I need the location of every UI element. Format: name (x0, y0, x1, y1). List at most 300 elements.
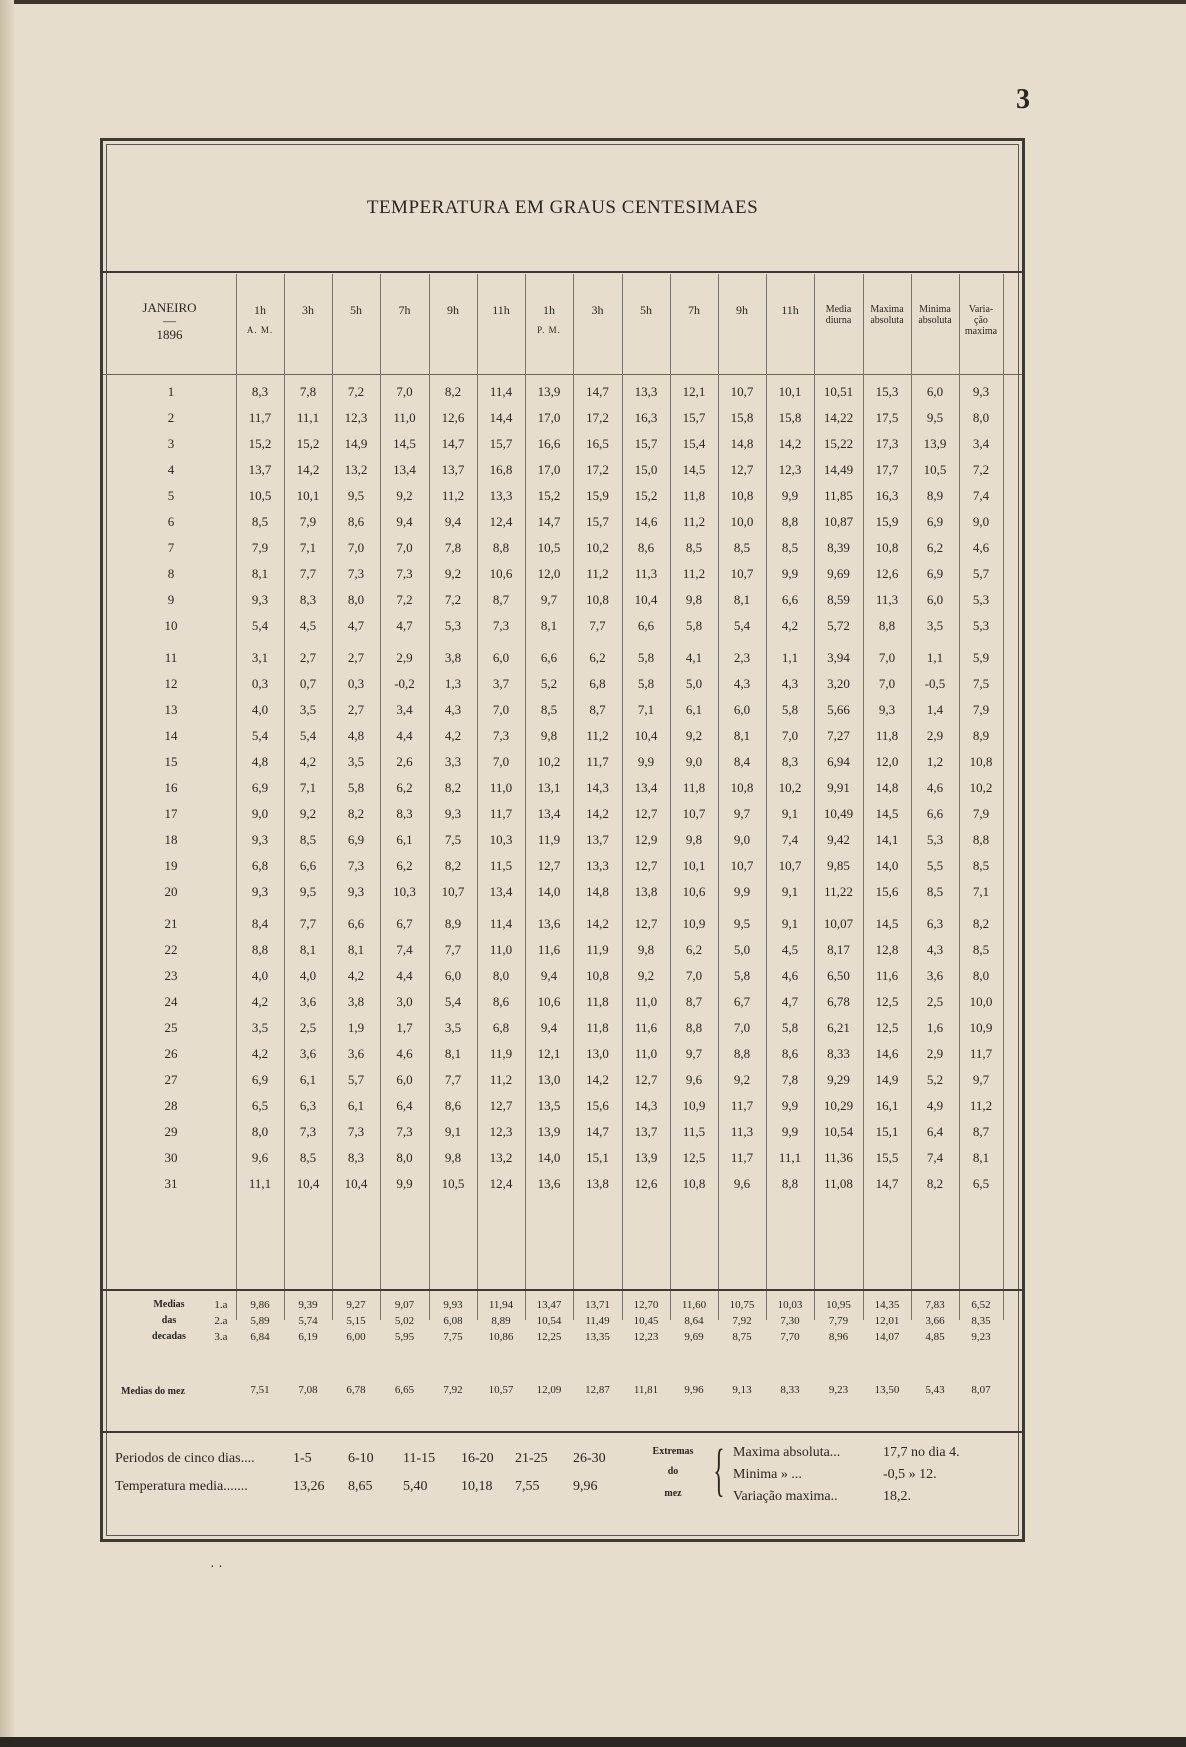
table-cell: 9,8 (685, 832, 703, 847)
table-cell: 13,6 (537, 1176, 561, 1191)
table-cell: 13,7 (586, 832, 609, 847)
table-cell: 1,2 (926, 754, 944, 769)
medias-mez-cell: 10,57 (488, 1384, 514, 1396)
table-cell: 8,0 (396, 1150, 413, 1165)
temperatura-media-value: 9,96 (573, 1479, 598, 1494)
das-word: das (161, 1315, 177, 1326)
table-cell: 10,7 (730, 566, 754, 581)
medias-mez-cell: 11,81 (633, 1384, 659, 1396)
table-cell: 12,6 (441, 410, 465, 425)
table-cell: 13,7 (634, 1124, 658, 1139)
table-cell: 6,7 (396, 916, 413, 931)
table-cell: 7,0 (396, 384, 413, 399)
table-cell: 14,8 (875, 780, 899, 795)
table-cell: 8,7 (685, 994, 703, 1009)
table-cell: 5,8 (685, 618, 703, 633)
minima-absoluta-header (911, 304, 959, 326)
table-cell: 9,6 (685, 1072, 703, 1087)
table-cell: 11,7 (969, 1046, 993, 1061)
table-row (103, 592, 1022, 618)
hour-label: 5h (350, 303, 362, 317)
decada-cell: 12,23 (633, 1331, 659, 1343)
table-cell: 8,39 (827, 540, 850, 555)
table-cell: 3,5 (444, 1020, 462, 1035)
table-cell: 8,8 (781, 1176, 799, 1191)
decada-cell: 9,39 (298, 1299, 318, 1311)
decada-row (103, 1315, 1022, 1330)
table-cell: 4,6 (972, 540, 990, 555)
medias-mez-cell: 7,51 (250, 1384, 270, 1396)
table-cell: 8,8 (781, 514, 799, 529)
hour-label: 7h (688, 303, 700, 317)
table-cell: 11,7 (730, 1150, 754, 1165)
table-row (103, 884, 1022, 910)
table-cell: 10,6 (537, 994, 561, 1009)
table-cell: 1,4 (926, 702, 944, 717)
table-cell: 9,7 (540, 592, 558, 607)
table-cell: 11,1 (248, 1176, 272, 1191)
table-cell: 8,5 (926, 884, 944, 899)
table-cell: 8,8 (733, 1046, 751, 1061)
table-cell: 7,3 (299, 1124, 317, 1139)
table-cell: 8,2 (444, 384, 462, 399)
extremas-label (643, 1443, 703, 1505)
table-cell: 15,6 (875, 884, 899, 899)
decada-cell: 9,23 (971, 1331, 991, 1343)
header-divider (103, 374, 1022, 375)
day-number: 13 (164, 702, 178, 717)
decada-cell: 5,89 (250, 1315, 270, 1327)
table-cell: 16,6 (537, 436, 561, 451)
decadas-word: decadas (152, 1331, 186, 1342)
decada-cell: 6,08 (443, 1315, 463, 1327)
table-cell: 8,5 (251, 514, 269, 529)
table-cell: 9,5 (299, 884, 317, 899)
table-cell: 11,2 (489, 1072, 513, 1087)
table-cell: 11,8 (586, 1020, 609, 1035)
table-cell: 10,8 (730, 780, 754, 795)
table-cell: 15,2 (248, 436, 272, 451)
temperatura-media-value: 7,55 (515, 1479, 540, 1494)
table-cell: 5,4 (444, 994, 462, 1009)
table-cell: 9,1 (781, 884, 799, 899)
table-cell: 11,2 (586, 566, 609, 581)
decada-cell: 9,07 (394, 1299, 415, 1311)
table-cell: 6,0 (492, 650, 510, 665)
hour-header (622, 304, 670, 318)
table-cell: 6,0 (396, 1072, 413, 1087)
table-cell: 5,8 (733, 968, 751, 983)
year: 1896 (156, 327, 183, 342)
day-number: 9 (167, 592, 175, 607)
decada-cell: 4,85 (925, 1331, 945, 1343)
table-cell: 2,7 (347, 702, 365, 717)
table-cell: 10,54 (823, 1124, 854, 1139)
decada-cell: 11,94 (488, 1299, 514, 1311)
hour-header (332, 304, 380, 318)
table-cell: 10,8 (586, 592, 609, 607)
table-cell: 13,2 (344, 462, 368, 477)
day-number: 3 (167, 436, 175, 451)
table-cell: 11,8 (682, 488, 706, 503)
decada-cell: 8,64 (684, 1315, 704, 1327)
table-cell: 15,7 (489, 436, 513, 451)
table-cell: 10,5 (923, 462, 947, 477)
medias-mez-cell: 9,13 (732, 1384, 752, 1396)
table-cell: 7,2 (347, 384, 365, 399)
table-cell: 4,3 (781, 676, 799, 691)
month-dash: — (163, 313, 176, 328)
table-cell: 15,7 (682, 410, 706, 425)
table-cell: 6,3 (926, 916, 944, 931)
table-cell: 3,7 (492, 676, 510, 691)
table-cell: 5,8 (347, 780, 365, 795)
decada-cell: 7,75 (443, 1331, 463, 1343)
table-cell: 12,8 (875, 942, 899, 957)
page-number: 3 (1016, 84, 1030, 115)
maxima-value: 17,7 no dia 4. (883, 1445, 960, 1460)
table-cell: 8,5 (781, 540, 799, 555)
decada-cell: 13,47 (536, 1299, 562, 1311)
table-cell: 5,3 (972, 592, 990, 607)
table-cell: 15,4 (682, 436, 706, 451)
table-cell: 8,1 (972, 1150, 990, 1165)
hour-header (284, 304, 332, 318)
table-cell: 10,4 (344, 1176, 368, 1191)
minima-value: -0,5 » 12. (883, 1467, 937, 1482)
table-cell: 11,5 (489, 858, 513, 873)
table-cell: 6,7 (733, 994, 751, 1009)
table-cell: 8,2 (972, 916, 990, 931)
day-number: 28 (164, 1098, 178, 1113)
table-cell: 11,08 (824, 1176, 853, 1191)
table-cell: 8,1 (299, 942, 317, 957)
table-cell: 9,2 (299, 806, 317, 821)
table-cell: 10,8 (875, 540, 899, 555)
table-row (103, 410, 1022, 436)
table-cell: 12,4 (489, 514, 513, 529)
table-cell: 8,0 (972, 410, 990, 425)
table-cell: 12,7 (634, 1072, 658, 1087)
table-cell: 16,3 (634, 410, 658, 425)
table-cell: 11,7 (730, 1098, 754, 1113)
table-cell: 7,27 (827, 728, 850, 743)
table-cell: 10,5 (248, 488, 272, 503)
table-cell: 12,7 (730, 462, 754, 477)
maxima-absoluta-header-line: absoluta (870, 315, 904, 326)
table-cell: 14,8 (730, 436, 754, 451)
table-cell: 5,8 (781, 1020, 799, 1035)
maxima-label: Maxima absoluta... (733, 1445, 841, 1460)
table-cell: 7,7 (444, 942, 462, 957)
table-cell: 14,0 (537, 884, 561, 899)
variacao-value: 18,2. (883, 1489, 911, 1504)
medias-mez-cell: 9,96 (684, 1384, 704, 1396)
table-cell: 8,8 (492, 540, 510, 555)
table-cell: 11,3 (730, 1124, 754, 1139)
table-cell: 13,0 (537, 1072, 561, 1087)
table-cell: 4,1 (685, 650, 703, 665)
table-cell: 4,6 (396, 1046, 413, 1061)
table-cell: 3,8 (444, 650, 462, 665)
table-cell: 10,9 (682, 916, 706, 931)
table-cell: 2,6 (396, 754, 413, 769)
table-cell: 14,5 (682, 462, 706, 477)
table-cell: 14,22 (823, 410, 854, 425)
table-cell: 12,4 (489, 1176, 513, 1191)
table-cell: 7,0 (733, 1020, 751, 1035)
table-cell: 6,0 (444, 968, 462, 983)
table-cell: 7,4 (972, 488, 990, 503)
medias-mez-cell: 9,23 (828, 1384, 849, 1396)
day-number: 23 (164, 968, 178, 983)
table-cell: 9,5 (347, 488, 365, 503)
table-cell: 7,2 (396, 592, 413, 607)
table-cell: 7,1 (299, 780, 317, 795)
table-cell: 8,7 (589, 702, 606, 717)
table-cell: 2,7 (299, 650, 317, 665)
table-cell: 6,2 (926, 540, 944, 555)
table-row (103, 728, 1022, 754)
table-cell: 13,3 (634, 384, 658, 399)
table-cell: 12,7 (634, 916, 658, 931)
table-cell: 9,2 (685, 728, 703, 743)
table-cell: 8,2 (444, 780, 462, 795)
table-row (103, 994, 1022, 1020)
month-header (103, 298, 236, 344)
table-cell: 6,9 (926, 566, 944, 581)
table-cell: 11,0 (393, 410, 416, 425)
table-cell: 9,2 (637, 968, 655, 983)
day-number: 18 (164, 832, 178, 847)
table-cell: 8,33 (827, 1046, 850, 1061)
medias-mez-cell: 8,33 (780, 1384, 800, 1396)
table-cell: 10,6 (489, 566, 513, 581)
table-cell: 6,2 (396, 858, 413, 873)
mez-word: mez (664, 1488, 682, 1499)
decada-cell: 13,71 (585, 1299, 610, 1311)
table-cell: 10,7 (441, 884, 465, 899)
table-cell: 3,5 (347, 754, 365, 769)
periodo-range: 6-10 (348, 1451, 374, 1466)
table-cell: 8,3 (396, 806, 413, 821)
table-cell: 10,51 (823, 384, 854, 399)
decada-ordinal: 2.a (214, 1315, 228, 1327)
table-cell: 10,29 (823, 1098, 854, 1113)
table-cell: 6,78 (827, 994, 850, 1009)
table-cell: 3,4 (972, 436, 990, 451)
table-cell: 8,2 (926, 1176, 944, 1191)
day-number: 17 (164, 806, 178, 821)
decada-cell: 5,02 (394, 1315, 415, 1327)
day-number: 30 (164, 1150, 178, 1165)
table-cell: 10,9 (682, 1098, 706, 1113)
table-cell: 15,3 (875, 384, 899, 399)
table-cell: 9,4 (444, 514, 462, 529)
table-cell: 7,0 (878, 676, 896, 691)
table-cell: 7,3 (396, 566, 413, 581)
table-cell: 17,0 (537, 462, 561, 477)
table-cell: 12,5 (875, 994, 899, 1009)
table-cell: 3,6 (299, 994, 317, 1009)
table-cell: 12,3 (344, 410, 368, 425)
table-cell: 12,9 (634, 832, 658, 847)
table-cell: 7,7 (299, 916, 317, 931)
table-cell: 8,2 (347, 806, 365, 821)
decada-row (103, 1299, 1022, 1314)
table-cell: 11,2 (682, 514, 706, 529)
table-cell: 4,7 (347, 618, 365, 633)
table-row (103, 916, 1022, 942)
table-cell: 10,7 (682, 806, 706, 821)
table-cell: 14,7 (586, 1124, 609, 1139)
table-cell: 10,2 (586, 540, 609, 555)
table-cell: 6,4 (926, 1124, 944, 1139)
table-cell: 8,9 (444, 916, 462, 931)
table-cell: 3,6 (926, 968, 944, 983)
table-cell: 10,87 (823, 514, 854, 529)
table-cell: 5,8 (637, 650, 655, 665)
table-cell: 10,0 (969, 994, 993, 1009)
table-cell: 14,1 (875, 832, 899, 847)
hour-label: 11h (781, 303, 799, 317)
table-cell: 7,4 (396, 942, 413, 957)
table-cell: 9,9 (781, 1098, 799, 1113)
table-cell: 4,2 (251, 1046, 269, 1061)
table-cell: 8,17 (827, 942, 850, 957)
table-cell: 4,3 (926, 942, 944, 957)
table-cell: 11,7 (586, 754, 609, 769)
table-cell: 1,1 (926, 650, 944, 665)
table-cell: 5,2 (926, 1072, 944, 1087)
table-cell: 10,6 (682, 884, 706, 899)
table-cell: 9,1 (444, 1124, 462, 1139)
table-cell: 5,9 (972, 650, 990, 665)
table-cell: 7,2 (444, 592, 462, 607)
table-cell: 4,6 (781, 968, 799, 983)
table-cell: 8,7 (492, 592, 510, 607)
table-cell: 4,2 (347, 968, 365, 983)
table-cell: 6,1 (299, 1072, 317, 1087)
table-cell: 9,3 (251, 884, 269, 899)
hour-label: 3h (302, 303, 314, 317)
decada-cell: 14,35 (874, 1299, 900, 1311)
table-cell: 0,3 (347, 676, 365, 691)
table-cell: 11,6 (634, 1020, 658, 1035)
table-cell: 9,5 (926, 410, 944, 425)
table-row (103, 650, 1022, 676)
table-cell: 9,91 (827, 780, 850, 795)
hour-label: 3h (591, 303, 604, 317)
table-cell: 16,5 (586, 436, 609, 451)
table-cell: 14,9 (875, 1072, 899, 1087)
table-cell: 14,4 (489, 410, 513, 425)
table-cell: 11,2 (441, 488, 465, 503)
table-cell: 5,3 (926, 832, 944, 847)
table-cell: 15,6 (586, 1098, 609, 1113)
hour-header (573, 304, 622, 318)
table-cell: 4,3 (444, 702, 462, 717)
table-cell: 4,5 (299, 618, 317, 633)
footer-summary (103, 1433, 1022, 1541)
table-cell: 6,2 (589, 650, 606, 665)
table-cell: 14,5 (393, 436, 416, 451)
table-cell: 0,3 (251, 676, 269, 691)
table-cell: 6,8 (589, 676, 606, 691)
table-cell: 10,5 (537, 540, 561, 555)
table-cell: 3,20 (827, 676, 850, 691)
decada-ordinal: 1.a (214, 1299, 228, 1311)
temperatura-media-value: 10,18 (461, 1479, 493, 1494)
table-cell: 13,4 (393, 462, 416, 477)
table-cell: 14,8 (586, 884, 609, 899)
table-cell: 4,5 (781, 942, 799, 957)
table-cell: 4,6 (926, 780, 944, 795)
table-cell: 6,0 (926, 384, 944, 399)
table-cell: 6,1 (347, 1098, 365, 1113)
table-cell: 8,1 (540, 618, 558, 633)
day-number: 16 (164, 780, 178, 795)
hour-header (380, 304, 429, 318)
table-cell: 10,07 (823, 916, 854, 931)
table-row (103, 488, 1022, 514)
variacao-maxima-header-line: maxima (964, 326, 998, 337)
decada-cell: 11,60 (681, 1299, 707, 1311)
table-cell: 3,0 (396, 994, 413, 1009)
table-cell: 12,5 (682, 1150, 706, 1165)
table-cell: 17,3 (875, 436, 899, 451)
table-cell: 3,5 (926, 618, 944, 633)
decada-cell: 13,35 (585, 1331, 610, 1343)
table-cell: 7,3 (347, 566, 365, 581)
table-cell: 8,1 (733, 592, 751, 607)
table-cell: 4,0 (251, 702, 269, 717)
table-row (103, 1046, 1022, 1072)
table-cell: 9,6 (251, 1150, 269, 1165)
table-cell: 8,1 (444, 1046, 462, 1061)
variacao-maxima-header (959, 304, 1003, 337)
day-number: 12 (164, 676, 178, 691)
table-cell: 12,7 (537, 858, 561, 873)
table-row (103, 942, 1022, 968)
medias-divider (103, 1289, 1022, 1291)
decada-cell: 10,54 (536, 1315, 562, 1327)
table-cell: 10,8 (969, 754, 993, 769)
day-number: 1 (167, 384, 175, 399)
table-cell: 10,8 (682, 1176, 706, 1191)
hour-label: 1h (543, 303, 555, 317)
table-cell: 12,3 (489, 1124, 513, 1139)
table-cell: 13,3 (586, 858, 609, 873)
table-cell: 8,1 (347, 942, 365, 957)
table-cell: 8,6 (637, 540, 655, 555)
table-cell: 9,85 (827, 858, 850, 873)
table-cell: 6,1 (685, 702, 703, 717)
table-cell: 7,3 (347, 858, 365, 873)
day-number: 31 (164, 1176, 178, 1191)
table-cell: 7,4 (926, 1150, 944, 1165)
table-cell: 9,8 (637, 942, 655, 957)
table-cell: 14,49 (823, 462, 854, 477)
table-cell: 15,22 (823, 436, 854, 451)
decada-cell: 7,83 (925, 1299, 945, 1311)
day-number: 14 (164, 728, 178, 743)
variacao-maxima-header-line: Varia- (968, 304, 994, 315)
table-cell: 9,2 (444, 566, 462, 581)
table-row (103, 858, 1022, 884)
table-cell: 9,3 (972, 384, 990, 399)
table-cell: 11,85 (824, 488, 853, 503)
